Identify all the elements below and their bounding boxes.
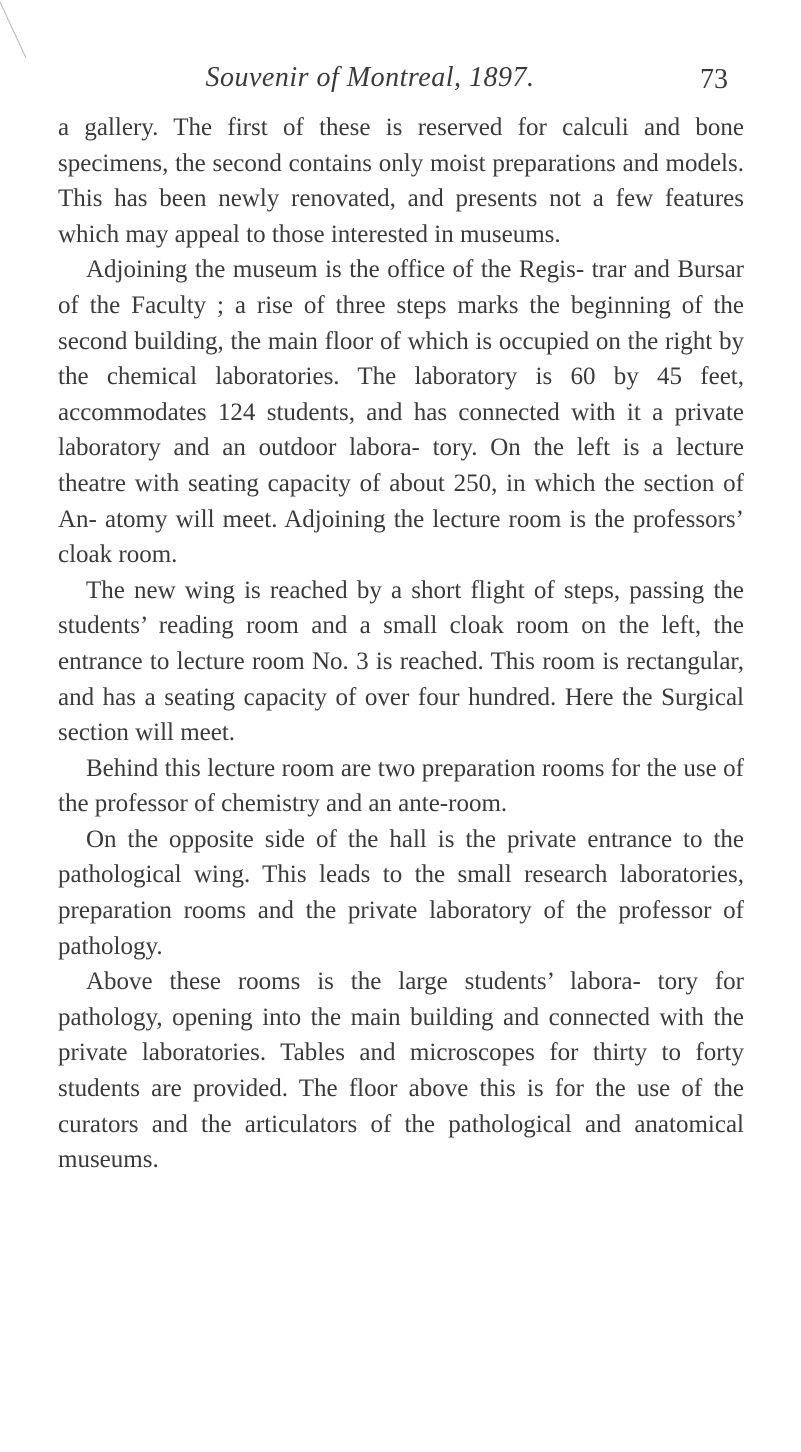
paragraph: Behind this lecture room are two preparation rooms for the use of the professor of chemistry and an ante-room. [58,754,744,818]
paragraph: a gallery. The first of these is reserved for calculi and bone specimens, the second contains only moist preparations and models. This has been newly renovated, and presents not a few features which may appeal to those interested in museums. [58,114,744,248]
paragraph: On the opposite side of the hall is the private entrance to the pathological wing. This leads to the small research laboratories, preparation rooms and the private laboratory of the professor of pathology. [58,825,744,960]
paragraph: Adjoining the museum is the office of the Regis- trar and Bursar of the Faculty ; a rise of three steps marks the beginning of the second building, the main floor of which is occupied on the right by the chemical laboratories. The laboratory is 60 by 45 feet, accommodates 124 students, and has connected with it a private laboratory and an outdoor labora- tory. On the left is a lecture theatre with seating capacity of about 250, in which the section of An- atomy will meet. Adjoining the lecture room is the professors’ cloak room. [58,256,744,569]
paragraph: Above these rooms is the large students’ labora- tory for pathology, opening into the main building and connected with the private laboratories. Tables and microscopes for thirty to forty students are provided. The floor above this is for the use of the curators and the articulators of the pathological and anatomical museums. [58,968,744,1174]
page-number: 73 [700,64,728,95]
running-title: Souvenir of Montreal, 1897. [205,62,535,93]
page-edge-mark [0,0,60,60]
paragraph: The new wing is reached by a short flight of steps, passing the students’ reading room and a small cloak room on the left, the entrance to lecture room No. 3 is reached. This room is rectangular, and has a seating capacity of over four hundred. Here the Surgical section will meet. [58,576,744,747]
body-text [58,110,744,1178]
